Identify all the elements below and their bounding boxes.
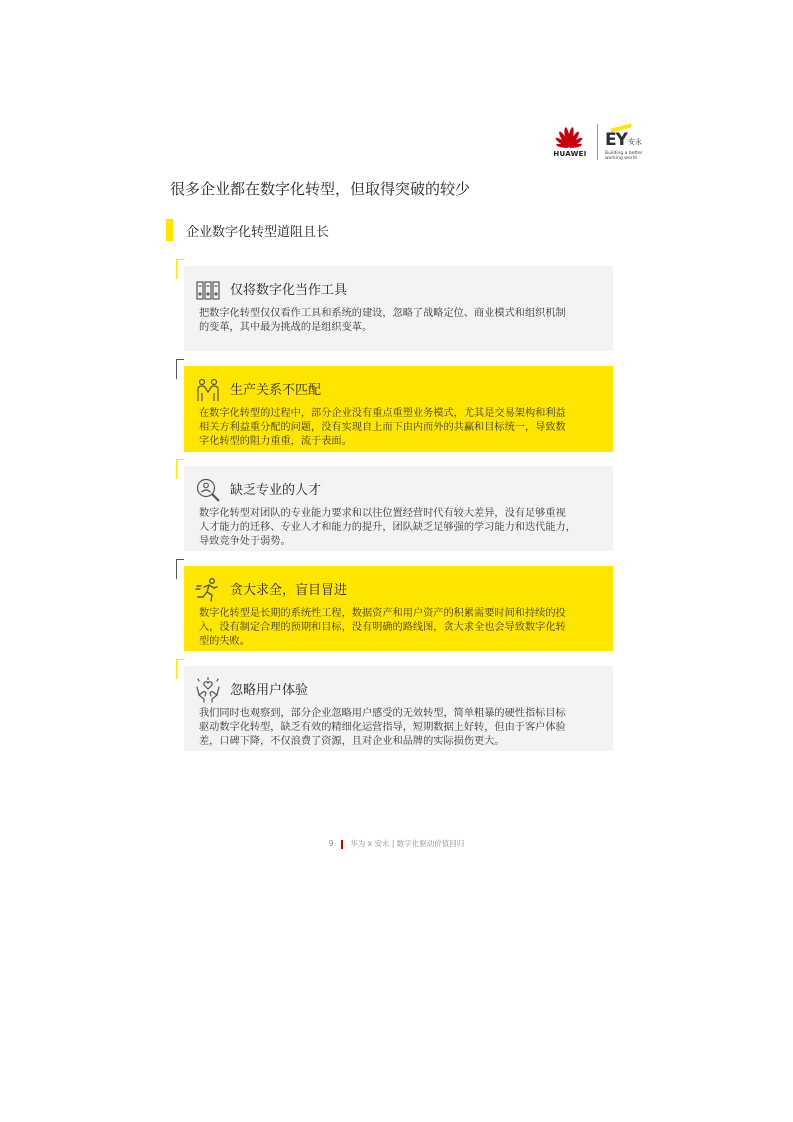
card-corner-bracket (176, 359, 184, 379)
card-production-relations (184, 366, 613, 452)
ey-tagline-line-1: Building a better (605, 151, 643, 156)
card-corner-bracket (176, 659, 184, 679)
card-body (199, 707, 601, 749)
card-title: 缺乏专业的人才 (230, 483, 322, 498)
card-body-line: 人才能力的迁移、专业人才和能力的提升，团队缺乏足够强的学习能力和迭代能力， (199, 522, 576, 533)
ey-chinese-name: 安永 (628, 138, 642, 146)
footer-accent-bar (341, 840, 343, 849)
card-body (199, 507, 601, 549)
card-corner-bracket (176, 559, 184, 579)
card-body-line: 差，口碑下降，不仅浪费了资源，且对企业和品牌的实际损伤更大。 (199, 736, 505, 747)
card-body-line: 导致竞争处于弱势。 (199, 536, 291, 547)
ey-tagline-line-2: working world (605, 156, 637, 161)
page-title: 很多企业都在数字化转型，但取得突破的较少 (170, 180, 471, 198)
page-number: 9 (328, 839, 334, 848)
footer-brand: 华为 x 安永 (350, 839, 390, 848)
card-body-line: 我们同时也观察到，部分企业忽略用户感受的无效转型，简单粗暴的硬性指标目标 (199, 708, 566, 719)
card-body-line: 字化转型的阻力重重，流于表面。 (199, 436, 352, 447)
ey-mark: EY (605, 130, 627, 150)
footer-doc-title: 数字化驱动价值回归 (396, 839, 465, 848)
magnifier-person-icon (195, 477, 221, 503)
card-body-line: 相关方利益重分配的问题，没有实现自上而下由内而外的共赢和目标统一，导致数 (199, 422, 566, 433)
card-body-line: 数字化转型是长期的系统性工程，数据资产和用户资产的积累需要时间和持续的投 (199, 608, 566, 619)
card-body-line: 数字化转型对团队的专业能力要求和以往位置经营时代有较大差异，没有足够重视 (199, 508, 566, 519)
card-body-line: 把数字化转型仅仅看作工具和系统的建设，忽略了战略定位、商业模式和组织机制 (199, 308, 566, 319)
card-body-line: 入，没有制定合理的预期和目标，没有明确的路线图，贪大求全也会导致数字化转 (199, 622, 566, 633)
card-body-line: 驱动数字化转型，缺乏有效的精细化运营指导，短期数据上好转，但由于客户体验 (199, 722, 566, 733)
ey-logo (605, 126, 650, 160)
card-body-line: 的变革，其中最为挑战的是组织变革。 (199, 322, 373, 333)
card-corner-bracket (176, 459, 184, 479)
footer-separator: | (391, 839, 395, 848)
binders-icon (195, 277, 221, 303)
card-body (199, 607, 601, 649)
card-title: 贪大求全，盲目冒进 (230, 583, 348, 598)
card-title: 生产关系不匹配 (230, 383, 322, 398)
hands-heart-icon (195, 677, 221, 703)
section-accent-bar (166, 219, 173, 241)
card-user-experience (184, 666, 613, 751)
ey-tagline (605, 151, 655, 161)
section-title: 企业数字化转型道阻且长 (186, 225, 330, 240)
card-title: 仅将数字化当作工具 (230, 283, 348, 298)
huawei-wordmark: HUAWEI (553, 150, 587, 158)
card-title: 忽略用户体验 (230, 683, 309, 698)
card-corner-bracket (176, 259, 184, 279)
card-overreach (184, 566, 613, 651)
card-tool-only (184, 266, 613, 351)
page-footer (0, 838, 793, 849)
card-body-line: 在数字化转型的过程中，部分企业没有重点重塑业务模式，尤其是交易架构和利益 (199, 408, 566, 419)
card-body (199, 407, 601, 449)
header-logos (548, 122, 648, 162)
running-person-icon (195, 577, 221, 603)
logo-divider (597, 124, 598, 160)
people-handshake-icon (195, 377, 221, 403)
card-body-line: 型的失败。 (199, 636, 250, 647)
card-body (199, 307, 601, 335)
card-talent-shortage (184, 466, 613, 551)
